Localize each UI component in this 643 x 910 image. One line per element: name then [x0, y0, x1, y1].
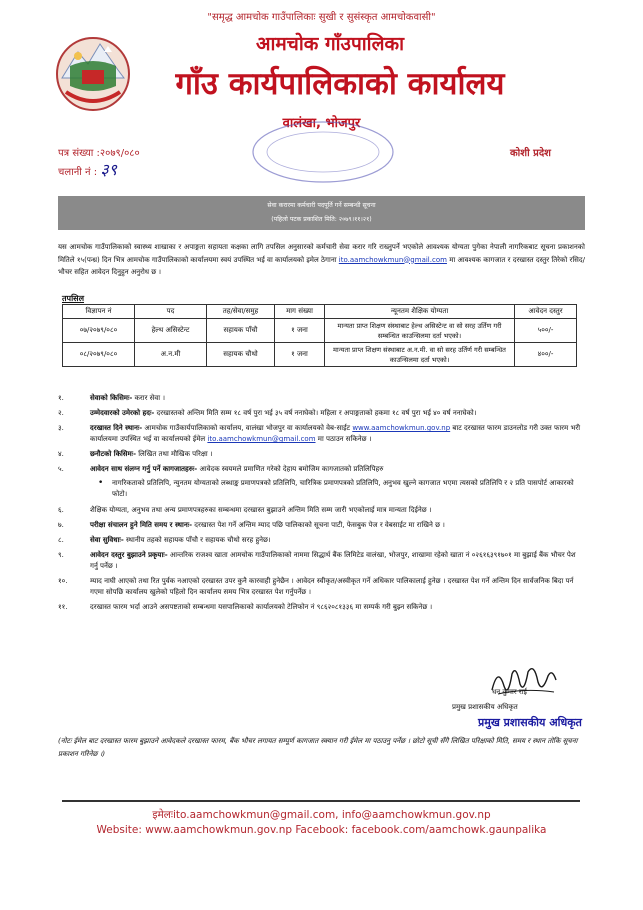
bullet-icon: • — [98, 478, 104, 488]
item-text — [90, 535, 585, 546]
table-header-row — [63, 305, 577, 319]
item-body: नागरिकताको प्रतिलिपि, न्युनतम योग्यताको लब्धाङ्क प्रमाणपत्रको प्रतिलिपि, चारित्रिक प्रमाणपत्रको प्रतिलिपि, अनुभव खुल्ने कागजात भएमा त्यसको प्रतिलिपि र २ प्रति पासपोर्ट आकारको फोटो। — [112, 479, 574, 498]
item-body: मा पठाउन सकिनेछ । — [315, 435, 372, 443]
item-number: ९. — [58, 551, 64, 559]
notice-banner-line1: सेवा करारमा कर्मचारी पदपूर्ति गर्ने सम्बन्धी सूचना — [267, 202, 376, 209]
item-heading: सेवाको किसिमः- — [90, 394, 133, 402]
item-number: ३. — [58, 424, 64, 432]
list-item — [58, 520, 585, 531]
list-subitem — [98, 478, 585, 500]
footnote: (नोटः ईमेल बाट दरखास्त फारम बुझाउने आवेदकले दरखास्त फारम, बैंक भौचर लगायत सम्पूर्ण कागजात स्क्यान गरी ईमेल मा पठाउनु पर्नेछ । छोटो सूची सँगै लिखित परिक्षाको मिति, समय र स्थान तोकि सूचना प्रकाशन गरिनेछ ।) — [58, 737, 578, 758]
list-item — [58, 464, 585, 475]
item-body: आन्तरिक राजश्व खाता आमचोक गाउँपालिकाको नाममा सिद्धार्थ बैंक लिमिटेड वालंखा, भोजपुर, शाखामा रहेको खाता नं ०२६१६३९१७०१ मा बुझाई बैंक भौचर पेश गर्नु पर्नेछ । — [90, 551, 576, 570]
vacancy-table — [62, 304, 577, 367]
item-number: ७. — [58, 521, 64, 529]
col-header: विज्ञापन नं — [63, 305, 135, 319]
item-body: बाट दरखास्त फारम डाउनलोड गरी उक्त फारम भरी कार्यालयमा उपस्थित भई वा कार्यालयको ईमेल — [90, 424, 581, 443]
table-cell: सहायक चौथो — [207, 343, 275, 367]
table-cell: अ.न.मी — [135, 343, 207, 367]
table-cell: हेल्थ असिस्टेन्ट — [135, 319, 207, 343]
list-item — [58, 449, 585, 460]
table-cell: ४००/- — [515, 343, 577, 367]
col-header: तह/सेवा/समुह — [207, 305, 275, 319]
header-motto: "समृद्ध आमचोक गाउँपालिकाः सुखी र सुसंस्कृत आमचोकवासी" — [207, 12, 436, 23]
item-text — [90, 550, 585, 572]
notice-banner — [254, 196, 389, 230]
table-caption: तपसिल — [62, 294, 85, 303]
chalani-line — [58, 158, 117, 180]
item-text — [90, 408, 585, 419]
item-text — [90, 449, 585, 460]
list-item — [58, 505, 585, 516]
item-heading: छनौटको किसिमः- — [90, 450, 136, 458]
col-header: पद — [135, 305, 207, 319]
table-cell: १ जना — [275, 319, 325, 343]
item-number: १०. — [58, 577, 68, 585]
item-body: आवेदक स्वयमले प्रमाणित गरेको देहाय बमोजिम कागजातको प्रतिलिपिहरु — [197, 465, 384, 473]
item-number: १. — [58, 394, 64, 402]
signatory-name: धन कुमार राई — [492, 688, 527, 696]
list-item — [58, 550, 585, 572]
notice-banner-line2: (पहिलो पटक प्रकाशित मिति: २०७९।११।२१) — [271, 216, 372, 223]
footer-web-line: Website: www.aamchowkmun.gov.np Facebook: facebook.com/aamchowk.gaunpalika — [96, 824, 547, 836]
item-body: दरखास्तको अन्तिम मिति सम्म १८ वर्ष पुरा भई ३५ वर्ष ननाघेको। महिला र अपाङ्गताको हकमा १८ वर्ष पुरा भई ४० वर्ष ननाघेको। — [154, 409, 477, 417]
chalani-number: ३९ — [100, 160, 117, 179]
item-body: दरखास्त पेश गर्ने अन्तिम म्याद पछि पालिकाको सूचना पाटी, फेसबुक पेज र वेबसाईट मा राखिने छ । — [192, 521, 445, 529]
item-body: स्थानीय तहको सहायक पाँचौ र सहायक चौथो सरह हुनेछ। — [123, 536, 271, 544]
item-body: शैक्षिक योग्यता, अनुभव तथा अन्य प्रमाणपत्रहरुका सम्बन्धमा दरखास्त बुझाउने अन्तिम मिति सम्म जारी भएकोलाई मात्र मान्यता दिईनेछ । — [90, 506, 432, 514]
table-cell: १ जना — [275, 343, 325, 367]
item-heading: दरखास्त दिने स्थानः- — [90, 424, 143, 432]
signatory-stamp: प्रमुख प्रशासकीय अधिकृत — [478, 716, 582, 729]
col-header: न्यूनतम शैक्षिक योग्यता — [325, 305, 515, 319]
item-heading: उम्मेदवारको उमेरको हदः- — [90, 409, 155, 417]
table-row — [63, 343, 577, 367]
item-body: आमचोक गाउँकार्यपालिकाको कार्यालय, वालंखा भोजपुर वा कार्यालयको वेब-साईट — [142, 424, 353, 432]
list-item — [58, 408, 585, 419]
footer-email-line: इमेलःito.aamchowkmun@gmail.com, info@aamchowkmun.gov.np — [152, 809, 491, 821]
item-heading: परीक्षा संचालन हुने मिति समय र स्थानः- — [90, 521, 193, 529]
item-heading: सेवा सुविधाः- — [90, 536, 124, 544]
office-address: वालंखा, भोजपुर — [282, 116, 361, 131]
table-cell: ०८/२०७९/०८० — [63, 343, 135, 367]
table-cell: मान्यता प्राप्त शिक्षण संस्थाबाट हेल्थ असिस्टेन्ट वा सो सरह उर्तिण गरी सम्बन्धित काउन्सिलमा दर्ता भएको। — [325, 319, 515, 343]
item-text — [90, 520, 585, 531]
intro-text: यस आमचोक गाउँपालिकाको स्वास्थ्य शाखाका र अपाङ्गता सहायता कक्षका लागि तपसिल अनुसारको कर्मचारी सेवा करार गरि राख्नुपर्ने भएकोले आवश्यक योग्यता पुगेका नेपाली नागरिकबाट सूचना प्रकाशनको मितिले १५(पन्ध्र) दिन भित्र आमचोक गाउँपालिकाको कार्यालयमा स्वयं उपस्थित भई वा कार्यालयको इमेल ठेगाना — [58, 243, 585, 264]
email-link[interactable]: ito.aamchowkmun@gmail.com — [207, 435, 316, 443]
table-row — [63, 319, 577, 343]
intro-text-end: मा आवश्यक कागजात र दरखास्त दस्तुर तिरेको रसिद/भौचर सहित आवेदन दिनुहुन अनुरोध छ । — [58, 255, 585, 276]
item-body: दरखास्त फारम भर्दा आउने असपष्टताको सम्बन्धमा यसपालिकाको कार्यालयको टेलिफोन नं ९८६२०८१३३६ मा सम्पर्क गरी बुझ्न सकिनेछ । — [90, 603, 433, 611]
office-stamp-icon — [248, 118, 398, 186]
table-cell: सहायक पाँचौ — [207, 319, 275, 343]
list-item — [58, 423, 585, 445]
signatory-title: प्रमुख प्रशासकीय अधिकृत — [452, 703, 518, 711]
conditions-list — [58, 393, 585, 617]
item-body: म्याद नाघी आएको तथा रित पुर्वक नआएको दरखास्त उपर कुनै कारवाही हुनेछैन । आवेदन स्वीकृत/अस्वीकृत गर्ने अधिकार पालिकालाई हुनेछ । दरखास्त पेश गर्ने अन्तिम दिन सार्वजनिक बिदा पर्न गएमा सोपछि कार्यालय खुलेको पहिलो दिन कार्यालय समय भित्र दरखास्त पेश गर्नुपर्नेछ । — [90, 577, 574, 596]
item-text — [90, 464, 585, 475]
item-heading: आवेदन साथ संलग्न गर्नु पर्ने कागजातहरुः- — [90, 465, 198, 473]
item-number: ६. — [58, 506, 64, 514]
list-item — [58, 393, 585, 404]
table-cell: मान्यता प्राप्त शिक्षण संस्थाबाट अ.न.मी. वा सो सरह उर्तिर्ण गरी सम्बन्धित काउन्सिलमा दर्ता भएको। — [325, 343, 515, 367]
list-item — [58, 602, 585, 613]
item-number: २. — [58, 409, 64, 417]
intro-paragraph — [58, 241, 585, 279]
item-text — [90, 423, 585, 445]
patra-sankhya: पत्र संख्या :२०७९/०८० — [58, 148, 140, 159]
province-name: कोशी प्रदेश — [510, 148, 551, 159]
list-item — [58, 576, 585, 598]
item-number: ५. — [58, 465, 64, 473]
item-heading: आवेदन दस्तुर बुझाउने प्रकृयाः- — [90, 551, 168, 559]
list-item — [58, 535, 585, 546]
office-name: गाँउ कार्यपालिकाको कार्यालय — [175, 66, 505, 102]
chalani-label: चलानी नं : — [58, 167, 98, 178]
table-cell: ५००/- — [515, 319, 577, 343]
website-link[interactable]: www.aamchowkmun.gov.np — [352, 424, 451, 432]
palika-name: आमचोक गाँउपालिका — [255, 33, 405, 55]
item-body: लिखित तथा मौखिक परिक्षा । — [136, 450, 213, 458]
col-header: माग संख्या — [275, 305, 325, 319]
item-number: ११. — [58, 603, 68, 611]
col-header: आवेदन दस्तुर — [515, 305, 577, 319]
item-body: करार सेवा । — [132, 394, 165, 402]
footer-divider — [62, 800, 580, 802]
intro-email-link[interactable]: ito.aamchowkmun@gmail.com — [338, 255, 447, 264]
item-number: ४. — [58, 450, 64, 458]
item-number: ८. — [58, 536, 64, 544]
table-cell: ०७/२०७९/०८० — [63, 319, 135, 343]
item-text — [90, 393, 585, 404]
